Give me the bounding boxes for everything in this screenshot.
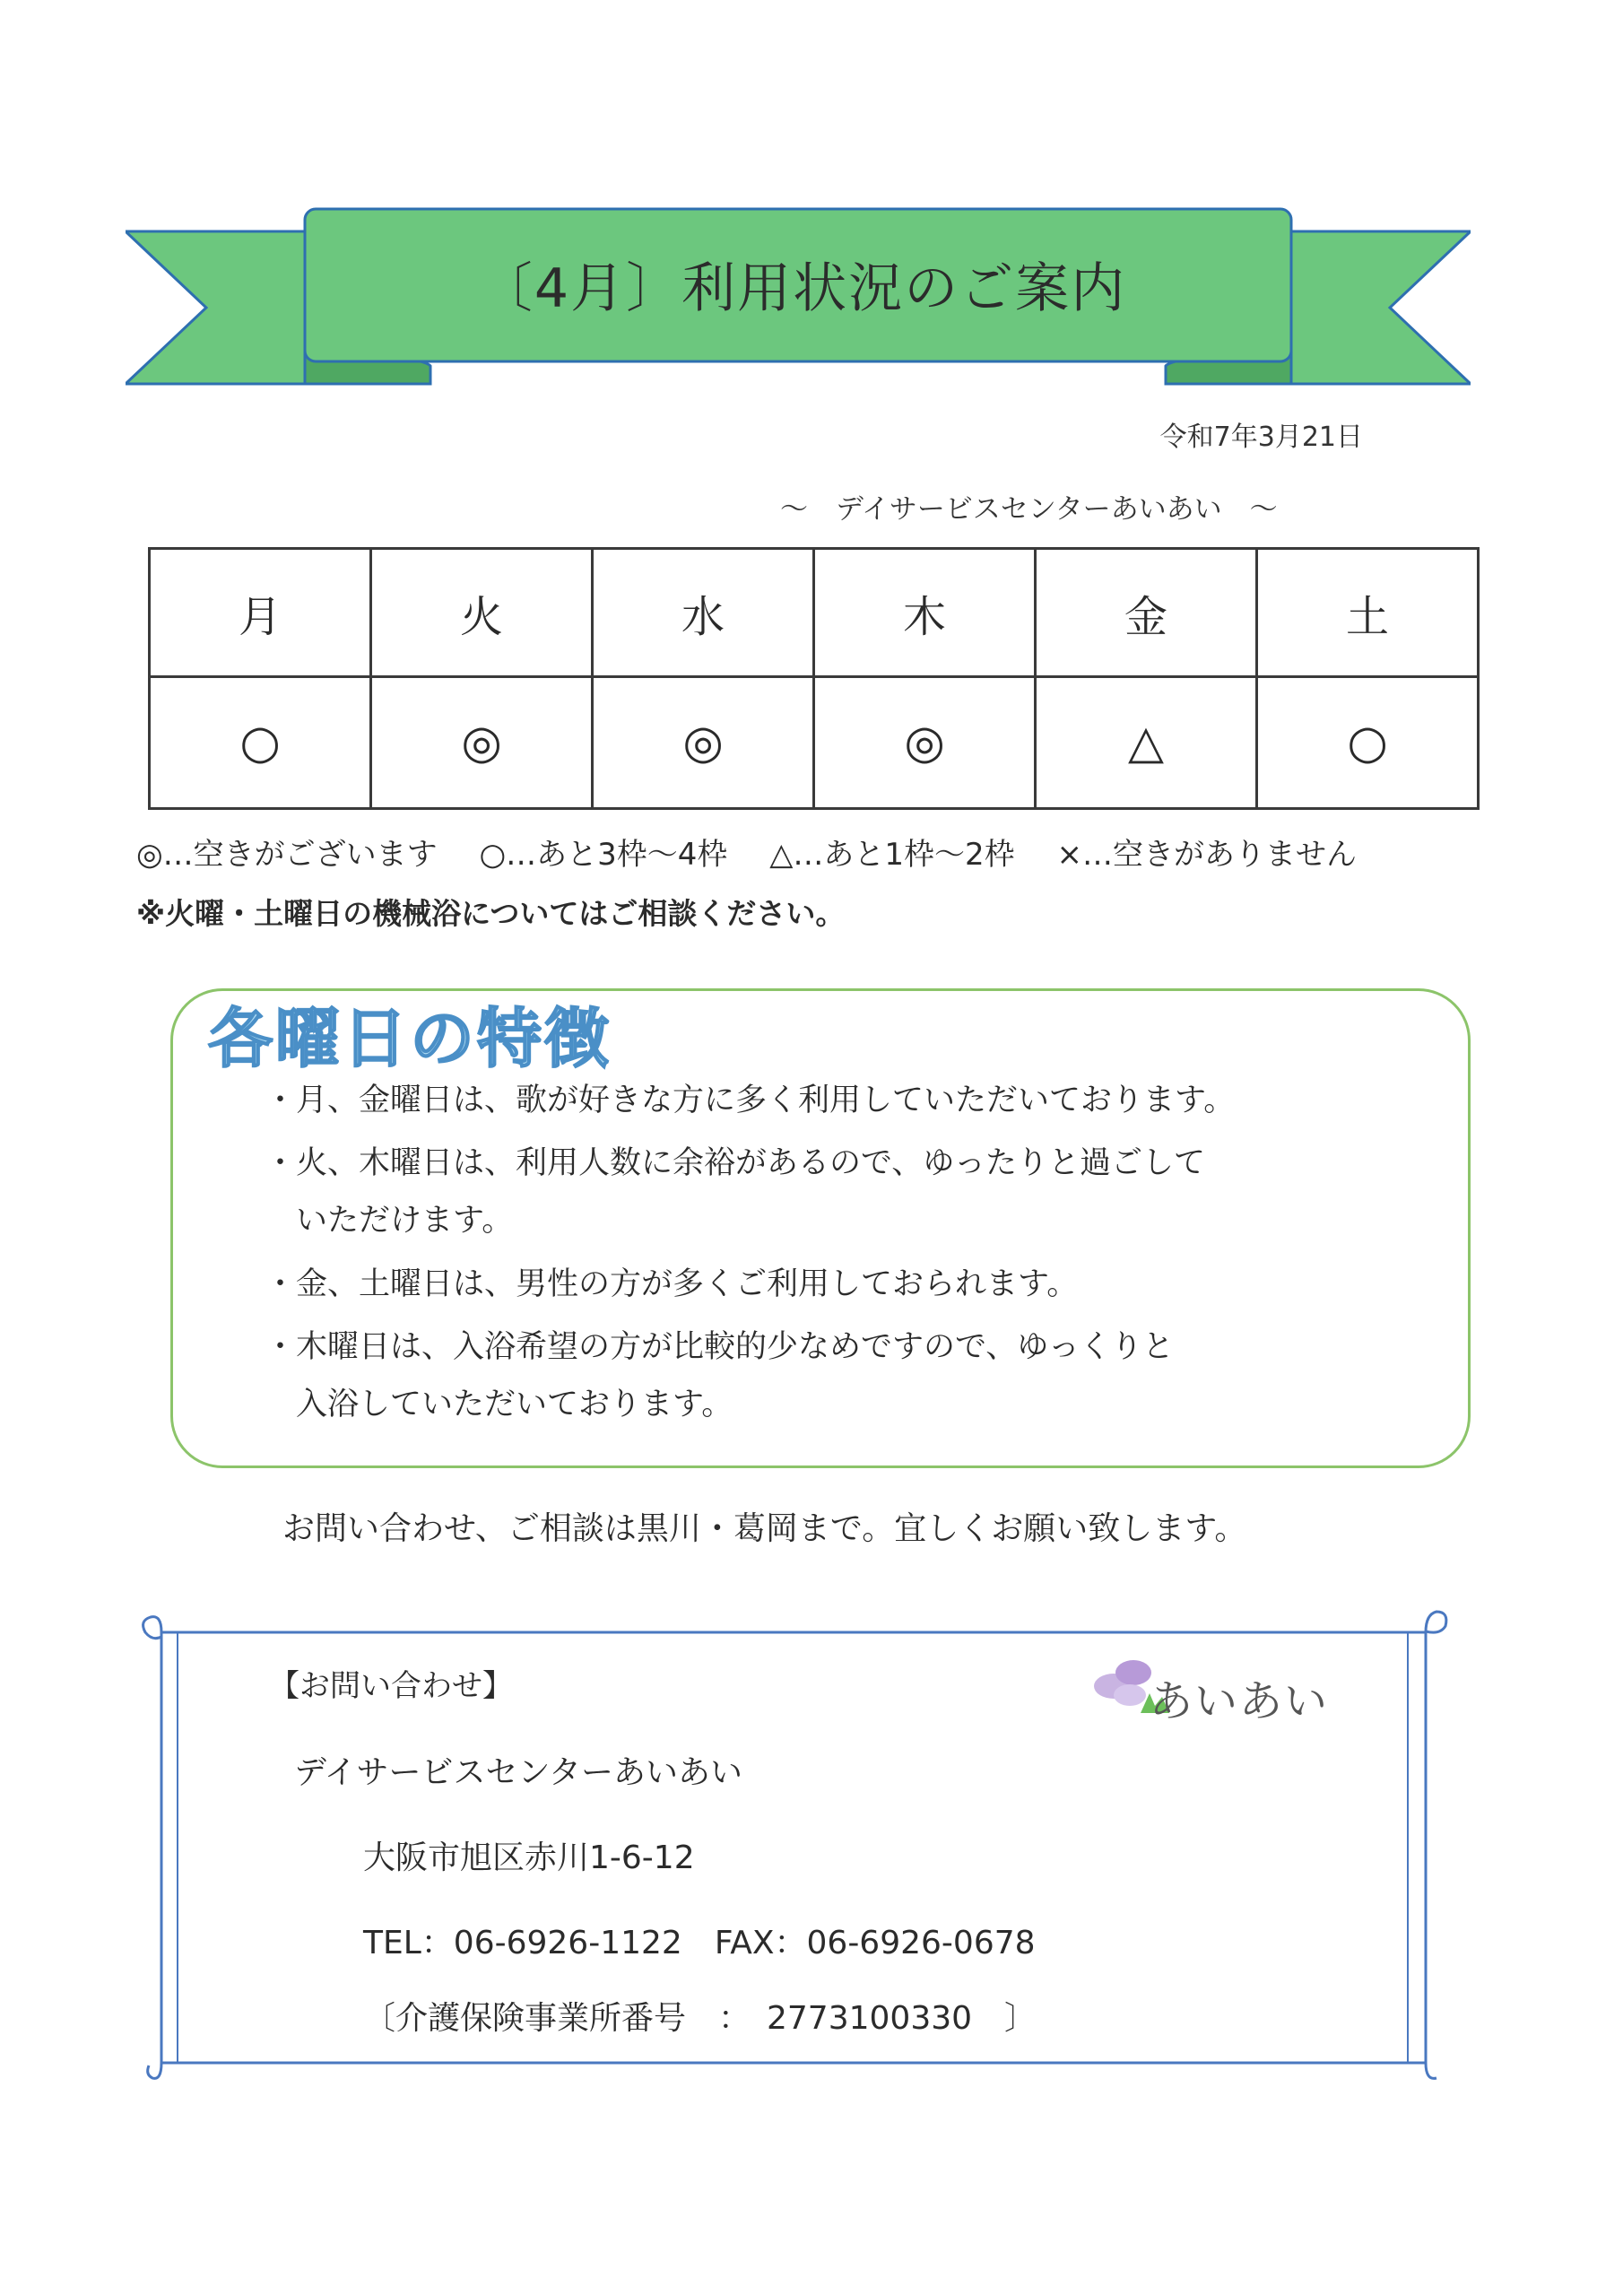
day-cell: 水: [593, 549, 814, 677]
legend-item: ×…空きがありません: [1056, 837, 1357, 873]
availability-mark: ◎: [371, 677, 593, 809]
table-row-availability: [150, 677, 1479, 809]
day-cell: 月: [150, 549, 371, 677]
logo-text: あいあい: [1150, 1676, 1330, 1726]
contact-name: デイサービスセンターあいあい: [294, 1754, 743, 1791]
contact-address: 大阪市旭区赤川1-6-12: [363, 1839, 695, 1876]
legend-item: △…あと1枠～2枠: [769, 837, 1015, 873]
issue-date: 令和7年3月21日: [1159, 422, 1363, 453]
availability-table: [148, 547, 1480, 810]
legend-item: ○…あと3枠～4枠: [479, 837, 728, 873]
day-cell: 金: [1036, 549, 1257, 677]
availability-mark: △: [1036, 677, 1257, 809]
availability-mark: ◎: [593, 677, 814, 809]
feature-item: ・金、土曜日は、男性の方が多くご利用しておられます。: [265, 1266, 1079, 1302]
availability-mark: ○: [150, 677, 371, 809]
feature-item: ・木曜日は、入浴希望の方が比較的少なめですので、ゆっくりと 入浴していただいております。: [265, 1329, 1174, 1422]
day-cell: 火: [371, 549, 593, 677]
legend: [136, 830, 1389, 874]
legend-item: ◎…空きがございます: [136, 837, 438, 873]
features-heading: 各曜日の特徴: [208, 1001, 612, 1076]
contact-phone-fax: TEL：06-6926-1122 FAX：06-6926-0678: [363, 1925, 1036, 1961]
table-row-days: [150, 549, 1479, 677]
contact-label: 【お問い合わせ】: [269, 1668, 513, 1704]
feature-item: ・火、木曜日は、利用人数に余裕があるので、ゆったりと過ごして いただけます。: [265, 1145, 1205, 1239]
day-cell: 土: [1257, 549, 1479, 677]
organization-line: ～ デイサービスセンターあいあい ～: [780, 493, 1278, 526]
availability-mark: ◎: [814, 677, 1036, 809]
page-title: 〔4月〕利用状況のご案内: [478, 257, 1127, 320]
contact-note: お問い合わせ、ご相談は黒川・葛岡まで。宜しくお願い致します。: [282, 1510, 1247, 1547]
feature-item: ・月、金曜日は、歌が好きな方に多く利用していただいております。: [265, 1083, 1236, 1118]
provider-code: 〔介護保険事業所番号 ： 2773100330 〕: [363, 2000, 1037, 2037]
day-cell: 木: [814, 549, 1036, 677]
availability-mark: ○: [1257, 677, 1479, 809]
bath-note: ※火曜・土曜日の機械浴についてはご相談ください。: [136, 896, 846, 931]
